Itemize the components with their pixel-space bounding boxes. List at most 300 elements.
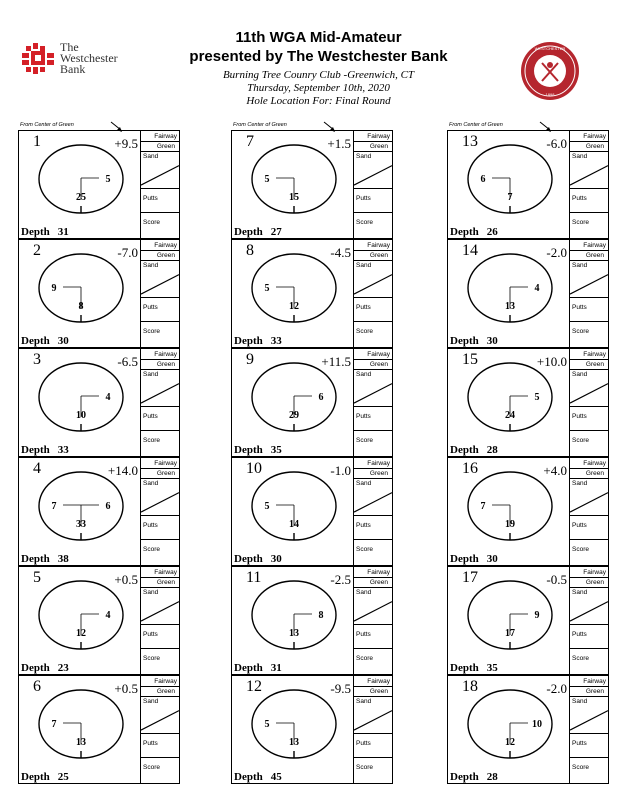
hole-card	[18, 239, 180, 348]
fairway-box[interactable]: Fairway	[141, 458, 179, 469]
yards-offset: -2.0	[546, 681, 567, 696]
sand-label: Sand	[572, 589, 588, 596]
hole-card	[447, 566, 609, 675]
yards-offset: -0.5	[546, 572, 567, 587]
yards-offset: -6.0	[546, 136, 567, 151]
green-box[interactable]: Green	[354, 360, 392, 370]
sand-label: Sand	[572, 153, 588, 160]
score-box[interactable]	[354, 649, 392, 676]
green-box[interactable]: Green	[354, 687, 392, 697]
putts-box[interactable]	[570, 407, 608, 431]
putts-box[interactable]	[354, 734, 392, 758]
fairway-box[interactable]: Fairway	[141, 349, 179, 360]
sand-label: Sand	[572, 698, 588, 705]
stats-column	[354, 458, 392, 565]
pin-right-value: 10	[532, 719, 542, 730]
stats-column	[141, 349, 179, 456]
score-box[interactable]	[354, 431, 392, 458]
score-box[interactable]	[354, 213, 392, 240]
yards-offset: +9.5	[114, 136, 138, 151]
pin-left-value: 6	[480, 174, 486, 185]
score-label: Score	[143, 655, 160, 662]
score-label: Score	[572, 764, 589, 771]
fairway-box[interactable]: Fairway	[354, 458, 392, 469]
green-depth: Depth 27	[234, 226, 282, 238]
green-diagram	[232, 131, 354, 238]
hole-card	[18, 348, 180, 457]
sand-box[interactable]	[354, 261, 392, 298]
putts-box[interactable]	[570, 625, 608, 649]
score-box[interactable]	[570, 322, 608, 349]
sand-label: Sand	[356, 371, 372, 378]
pin-left-value: 7	[480, 501, 486, 512]
event-date: Thursday, September 10th, 2020	[247, 82, 390, 94]
pin-front-value: 17	[505, 628, 515, 639]
fairway-box[interactable]: Fairway	[570, 458, 608, 469]
bank-logo-text: The Westchester Bank	[60, 40, 118, 76]
hole-card	[231, 457, 393, 566]
yards-offset: -1.0	[330, 463, 351, 478]
fairway-box[interactable]: Fairway	[141, 676, 179, 687]
green-diagram	[19, 240, 141, 347]
score-label: Score	[143, 219, 160, 226]
green-box[interactable]: Green	[141, 360, 179, 370]
green-diagram	[232, 240, 354, 347]
score-label: Score	[143, 328, 160, 335]
green-box[interactable]: Green	[354, 251, 392, 261]
from-center-note: From Center of Green	[233, 122, 287, 128]
fairway-box[interactable]: Fairway	[354, 240, 392, 251]
fairway-box[interactable]: Fairway	[141, 567, 179, 578]
title-line-2: presented by The Westchester Bank	[189, 48, 448, 65]
putts-label: Putts	[143, 304, 158, 311]
score-label: Score	[572, 546, 589, 553]
pin-right-value: 5	[534, 392, 540, 403]
green-box[interactable]: Green	[570, 142, 608, 152]
sand-box[interactable]	[141, 697, 179, 734]
pin-right-value: 6	[105, 501, 111, 512]
sand-label: Sand	[143, 480, 159, 487]
score-box[interactable]	[141, 431, 179, 458]
stats-column	[141, 240, 179, 347]
putts-box[interactable]	[570, 189, 608, 213]
green-depth: Depth 35	[234, 444, 282, 456]
yards-offset: +0.5	[114, 681, 138, 696]
hole-number: 7	[246, 133, 254, 150]
green-box[interactable]: Green	[570, 578, 608, 588]
green-depth: Depth 45	[234, 771, 282, 783]
hole-card	[231, 675, 393, 784]
score-label: Score	[356, 437, 373, 444]
hole-number: 3	[33, 351, 41, 368]
putts-box[interactable]	[570, 516, 608, 540]
score-box[interactable]	[141, 758, 179, 785]
putts-label: Putts	[572, 413, 587, 420]
yards-offset: -9.5	[330, 681, 351, 696]
yards-offset: +4.0	[543, 463, 567, 478]
yards-offset: -2.0	[546, 245, 567, 260]
pin-front-value: 13	[505, 301, 515, 312]
pin-front-value: 12	[505, 737, 515, 748]
green-diagram	[448, 567, 570, 674]
green-depth: Depth 25	[21, 771, 69, 783]
hole-number: 15	[462, 351, 478, 368]
green-depth: Depth 33	[21, 444, 69, 456]
sand-label: Sand	[143, 153, 159, 160]
putts-box[interactable]	[141, 734, 179, 758]
putts-label: Putts	[143, 195, 158, 202]
pin-right-value: 9	[534, 610, 540, 621]
sand-label: Sand	[356, 698, 372, 705]
hole-number: 11	[246, 569, 262, 586]
score-box[interactable]	[141, 649, 179, 676]
yards-offset: +14.0	[107, 463, 138, 478]
score-box[interactable]	[141, 213, 179, 240]
sand-box[interactable]	[570, 588, 608, 625]
header	[0, 0, 637, 118]
sand-label: Sand	[572, 480, 588, 487]
hole-card	[447, 239, 609, 348]
putts-box[interactable]	[354, 407, 392, 431]
score-label: Score	[356, 546, 373, 553]
score-box[interactable]	[570, 431, 608, 458]
fairway-box[interactable]: Fairway	[570, 676, 608, 687]
sand-box[interactable]	[354, 479, 392, 516]
pin-front-value: 15	[289, 192, 299, 203]
pin-front-value: 12	[76, 628, 86, 639]
fairway-box[interactable]: Fairway	[141, 240, 179, 251]
stats-column	[570, 349, 608, 456]
sand-box[interactable]	[570, 261, 608, 298]
score-label: Score	[143, 546, 160, 553]
pin-front-value: 8	[78, 301, 84, 312]
putts-box[interactable]	[141, 407, 179, 431]
putts-label: Putts	[572, 631, 587, 638]
pin-left-value: 5	[264, 719, 270, 730]
putts-box[interactable]	[141, 625, 179, 649]
pin-left-value: 5	[264, 174, 270, 185]
stats-column	[570, 676, 608, 783]
putts-label: Putts	[572, 304, 587, 311]
green-box[interactable]: Green	[354, 469, 392, 479]
pin-left-value: 5	[264, 501, 270, 512]
putts-box[interactable]	[141, 189, 179, 213]
putts-box[interactable]	[570, 734, 608, 758]
green-depth: Depth 26	[450, 226, 498, 238]
sand-box[interactable]	[141, 152, 179, 189]
green-box[interactable]: Green	[570, 360, 608, 370]
green-depth: Depth 28	[450, 771, 498, 783]
yards-offset: +11.5	[321, 354, 351, 369]
green-diagram	[448, 240, 570, 347]
hole-card	[231, 566, 393, 675]
green-diagram	[232, 458, 354, 565]
pin-front-value: 29	[289, 410, 299, 421]
putts-label: Putts	[143, 413, 158, 420]
pin-front-value: 33	[76, 519, 86, 530]
putts-label: Putts	[356, 740, 371, 747]
hole-number: 8	[246, 242, 254, 259]
green-diagram	[448, 458, 570, 565]
pin-front-value: 13	[76, 737, 86, 748]
green-depth: Depth 30	[21, 335, 69, 347]
putts-label: Putts	[143, 631, 158, 638]
stats-column	[354, 349, 392, 456]
wga-seal-icon	[520, 41, 580, 101]
green-box[interactable]: Green	[141, 142, 179, 152]
hole-number: 13	[462, 133, 478, 150]
green-depth: Depth 30	[234, 553, 282, 565]
pin-left-value: 7	[51, 501, 57, 512]
title-line-1: 11th WGA Mid-Amateur	[235, 29, 402, 46]
svg-text:WESTCHESTER: WESTCHESTER	[534, 46, 566, 51]
score-label: Score	[572, 437, 589, 444]
yards-offset: -7.0	[117, 245, 138, 260]
fairway-box[interactable]: Fairway	[354, 131, 392, 142]
hole-number: 6	[33, 678, 41, 695]
stats-column	[354, 567, 392, 674]
fairway-box[interactable]: Fairway	[570, 240, 608, 251]
putts-label: Putts	[572, 740, 587, 747]
score-box[interactable]	[570, 213, 608, 240]
pin-right-value: 6	[318, 392, 324, 403]
pin-right-value: 5	[105, 174, 111, 185]
putts-box[interactable]	[141, 298, 179, 322]
fairway-box[interactable]: Fairway	[354, 676, 392, 687]
hole-card	[447, 130, 609, 239]
sand-box[interactable]	[354, 370, 392, 407]
green-box[interactable]: Green	[141, 687, 179, 697]
hole-number: 4	[33, 460, 41, 477]
green-depth: Depth 38	[21, 553, 69, 565]
green-depth: Depth 23	[21, 662, 69, 674]
sand-label: Sand	[143, 698, 159, 705]
pin-front-value: 7	[507, 192, 513, 203]
score-box[interactable]	[570, 540, 608, 567]
stats-column	[354, 676, 392, 783]
pin-right-value: 4	[105, 610, 111, 621]
green-diagram	[19, 458, 141, 565]
hole-card	[18, 675, 180, 784]
sand-box[interactable]	[570, 370, 608, 407]
yards-offset: -6.5	[117, 354, 138, 369]
fairway-box[interactable]: Fairway	[570, 131, 608, 142]
stats-column	[354, 240, 392, 347]
pin-left-value: 5	[264, 283, 270, 294]
pin-left-value: 9	[51, 283, 57, 294]
fairway-box[interactable]: Fairway	[354, 567, 392, 578]
hole-card	[231, 239, 393, 348]
sand-label: Sand	[356, 262, 372, 269]
hole-number: 16	[462, 460, 478, 477]
sand-box[interactable]	[570, 697, 608, 734]
hole-number: 2	[33, 242, 41, 259]
pin-front-value: 12	[289, 301, 299, 312]
course-name: Burning Tree Counry Club -Greenwich, CT	[222, 69, 415, 81]
hole-card	[447, 348, 609, 457]
hole-card	[447, 675, 609, 784]
green-diagram	[19, 131, 141, 238]
score-label: Score	[143, 437, 160, 444]
pin-left-value: 7	[51, 719, 57, 730]
green-depth: Depth 30	[450, 553, 498, 565]
green-box[interactable]: Green	[570, 687, 608, 697]
sand-label: Sand	[356, 589, 372, 596]
score-box[interactable]	[570, 649, 608, 676]
sand-label: Sand	[572, 371, 588, 378]
score-label: Score	[143, 764, 160, 771]
green-diagram	[19, 349, 141, 456]
sand-label: Sand	[572, 262, 588, 269]
putts-label: Putts	[356, 195, 371, 202]
stats-column	[354, 131, 392, 238]
from-center-note: From Center of Green	[449, 122, 503, 128]
fairway-box[interactable]: Fairway	[570, 349, 608, 360]
sand-label: Sand	[143, 262, 159, 269]
hole-location-round: Hole Location For: Final Round	[246, 95, 391, 107]
green-depth: Depth 31	[21, 226, 69, 238]
putts-label: Putts	[356, 304, 371, 311]
pin-front-value: 25	[76, 192, 86, 203]
green-diagram	[19, 567, 141, 674]
putts-label: Putts	[143, 522, 158, 529]
green-box[interactable]: Green	[354, 578, 392, 588]
green-diagram	[19, 676, 141, 783]
sand-label: Sand	[143, 589, 159, 596]
hole-card	[447, 457, 609, 566]
pin-right-value: 4	[534, 283, 540, 294]
sand-box[interactable]	[141, 261, 179, 298]
stats-column	[570, 240, 608, 347]
putts-label: Putts	[572, 522, 587, 529]
score-label: Score	[572, 328, 589, 335]
score-label: Score	[572, 219, 589, 226]
pin-right-value: 8	[318, 610, 324, 621]
from-center-note: From Center of Green	[20, 122, 74, 128]
stats-column	[141, 676, 179, 783]
stats-column	[570, 458, 608, 565]
stats-column	[141, 131, 179, 238]
yards-offset: -2.5	[330, 572, 351, 587]
hole-card	[18, 130, 180, 239]
green-box[interactable]: Green	[570, 251, 608, 261]
sand-box[interactable]	[354, 588, 392, 625]
putts-box[interactable]	[354, 516, 392, 540]
green-depth: Depth 35	[450, 662, 498, 674]
score-label: Score	[572, 655, 589, 662]
pin-front-value: 19	[505, 519, 515, 530]
sand-box[interactable]	[570, 152, 608, 189]
putts-box[interactable]	[354, 298, 392, 322]
fairway-box[interactable]: Fairway	[141, 131, 179, 142]
putts-label: Putts	[572, 195, 587, 202]
green-box[interactable]: Green	[141, 469, 179, 479]
hole-number: 1	[33, 133, 41, 150]
green-depth: Depth 33	[234, 335, 282, 347]
sand-label: Sand	[356, 480, 372, 487]
hole-card	[231, 348, 393, 457]
green-diagram	[448, 349, 570, 456]
yards-offset: +1.5	[327, 136, 351, 151]
stats-column	[141, 567, 179, 674]
pin-front-value: 13	[289, 737, 299, 748]
score-label: Score	[356, 219, 373, 226]
putts-box[interactable]	[141, 516, 179, 540]
putts-label: Putts	[356, 522, 371, 529]
green-depth: Depth 28	[450, 444, 498, 456]
score-box[interactable]	[141, 540, 179, 567]
putts-label: Putts	[143, 740, 158, 747]
fairway-box[interactable]: Fairway	[570, 567, 608, 578]
yards-offset: +0.5	[114, 572, 138, 587]
pin-right-value: 4	[105, 392, 111, 403]
hole-card	[231, 130, 393, 239]
sand-box[interactable]	[141, 479, 179, 516]
sand-box[interactable]	[141, 588, 179, 625]
putts-box[interactable]	[354, 189, 392, 213]
green-diagram	[232, 349, 354, 456]
hole-number: 14	[462, 242, 478, 259]
yards-offset: +10.0	[536, 354, 567, 369]
stats-column	[570, 567, 608, 674]
hole-number: 5	[33, 569, 41, 586]
score-box[interactable]	[354, 758, 392, 785]
fairway-box[interactable]: Fairway	[354, 349, 392, 360]
putts-box[interactable]	[354, 625, 392, 649]
putts-label: Putts	[356, 631, 371, 638]
green-diagram	[232, 676, 354, 783]
putts-label: Putts	[356, 413, 371, 420]
hole-number: 17	[462, 569, 478, 586]
score-box[interactable]	[141, 322, 179, 349]
green-depth: Depth 31	[234, 662, 282, 674]
sand-box[interactable]	[354, 152, 392, 189]
green-box[interactable]: Green	[141, 251, 179, 261]
score-box[interactable]	[354, 322, 392, 349]
pin-front-value: 10	[76, 410, 86, 421]
hole-number: 18	[462, 678, 478, 695]
pin-front-value: 14	[289, 519, 299, 530]
score-label: Score	[356, 655, 373, 662]
score-box[interactable]	[570, 758, 608, 785]
hole-card	[18, 457, 180, 566]
green-box[interactable]: Green	[570, 469, 608, 479]
sand-box[interactable]	[570, 479, 608, 516]
hole-number: 12	[246, 678, 262, 695]
green-box[interactable]: Green	[354, 142, 392, 152]
green-box[interactable]: Green	[141, 578, 179, 588]
score-label: Score	[356, 764, 373, 771]
svg-text:1898: 1898	[545, 92, 555, 97]
stats-column	[141, 458, 179, 565]
score-box[interactable]	[354, 540, 392, 567]
yards-offset: -4.5	[330, 245, 351, 260]
hole-number: 9	[246, 351, 254, 368]
hole-number: 10	[246, 460, 262, 477]
sand-box[interactable]	[354, 697, 392, 734]
green-diagram	[448, 676, 570, 783]
score-label: Score	[356, 328, 373, 335]
pin-front-value: 24	[505, 410, 515, 421]
green-diagram	[448, 131, 570, 238]
sand-box[interactable]	[141, 370, 179, 407]
sand-label: Sand	[356, 153, 372, 160]
hole-card	[18, 566, 180, 675]
sand-label: Sand	[143, 371, 159, 378]
green-diagram	[232, 567, 354, 674]
pin-front-value: 13	[289, 628, 299, 639]
putts-box[interactable]	[570, 298, 608, 322]
